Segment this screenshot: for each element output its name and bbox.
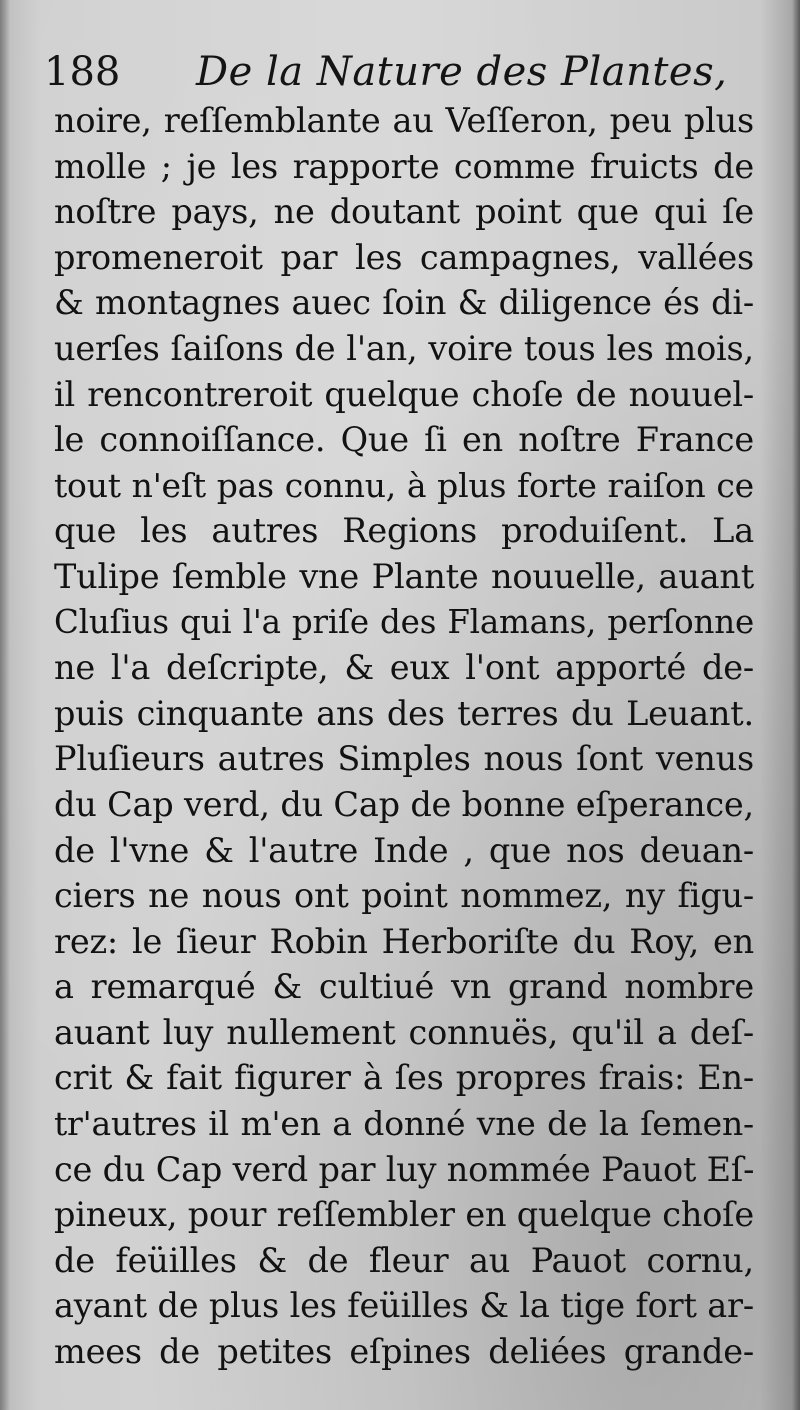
text-line: puis cinquante ans des terres du Leuant. [54,693,754,733]
text-line: Tulipe ſemble vne Plante nouuelle, auant [54,556,754,596]
text-line: ayant de plus les feüilles & la tige fort ar- [54,1286,754,1326]
text-line: noſtre pays, ne doutant point que qui ſe [54,192,754,232]
text-line: molle ; je les rapporte comme fruicts de [54,146,754,186]
text-line: que les autres Regions produiſent. La [54,511,754,551]
text-line: Pluſieurs autres Simples nous ſont venus [54,739,754,779]
text-line: tr'autres il m'en a donné vne de la ſemen- [54,1104,754,1144]
text-line: de feüilles & de fleur au Pauot cornu, [54,1240,754,1280]
text-line: pineux, pour reſſembler en quelque choſe [54,1195,754,1235]
text-line: Cluſius qui l'a priſe des Flamans, perſonne [54,602,754,641]
text-line: rez: le ſieur Robin Herboriſte du Roy, en [54,921,754,961]
page-right-edge-shadow [792,0,800,1410]
running-title: De la Nature des Plantes, [196,49,728,95]
body-text [54,98,754,1375]
text-line: ciers ne nous ont point nommez, ny figu- [54,876,754,916]
text-line: a remarqué & cultiué vn grand nombre [54,967,754,1007]
text-line: de l'vne & l'autre Inde , que nos deuan- [54,830,754,870]
text-line: du Cap verd, du Cap de bonne eſperance, [54,784,754,824]
text-line: tout n'eſt pas connu, à plus forte raiſon ce [54,465,754,505]
text-line: auant luy nullement connuës, qu'il a deſ- [54,1012,754,1052]
text-line: & montagnes auec ſoin & diligence és di- [54,283,754,323]
text-line: noire, reſſemblante au Veſſeron, peu plus [54,101,754,140]
page-number: 188 [44,49,121,95]
text-line: mees de petites eſpines deliées grande- [54,1332,754,1372]
page-header [44,44,764,100]
text-line: ne l'a deſcripte, & eux l'ont apporté de- [54,648,754,688]
text-line: uerſes ſaiſons de l'an, voire tous les mois, [54,328,754,368]
text-line: ce du Cap verd par luy nommée Pauot Eſ- [54,1149,755,1189]
page-left-edge-shadow [0,0,10,1410]
text-line: il rencontreroit quelque choſe de nouuel- [54,374,754,414]
text-line: le connoiſſance. Que ſi en noſtre France [54,420,754,460]
text-line: promeneroit par les campagnes, vallées [54,237,754,277]
text-line: crit & fait figurer à ſes propres frais: En- [54,1058,754,1098]
